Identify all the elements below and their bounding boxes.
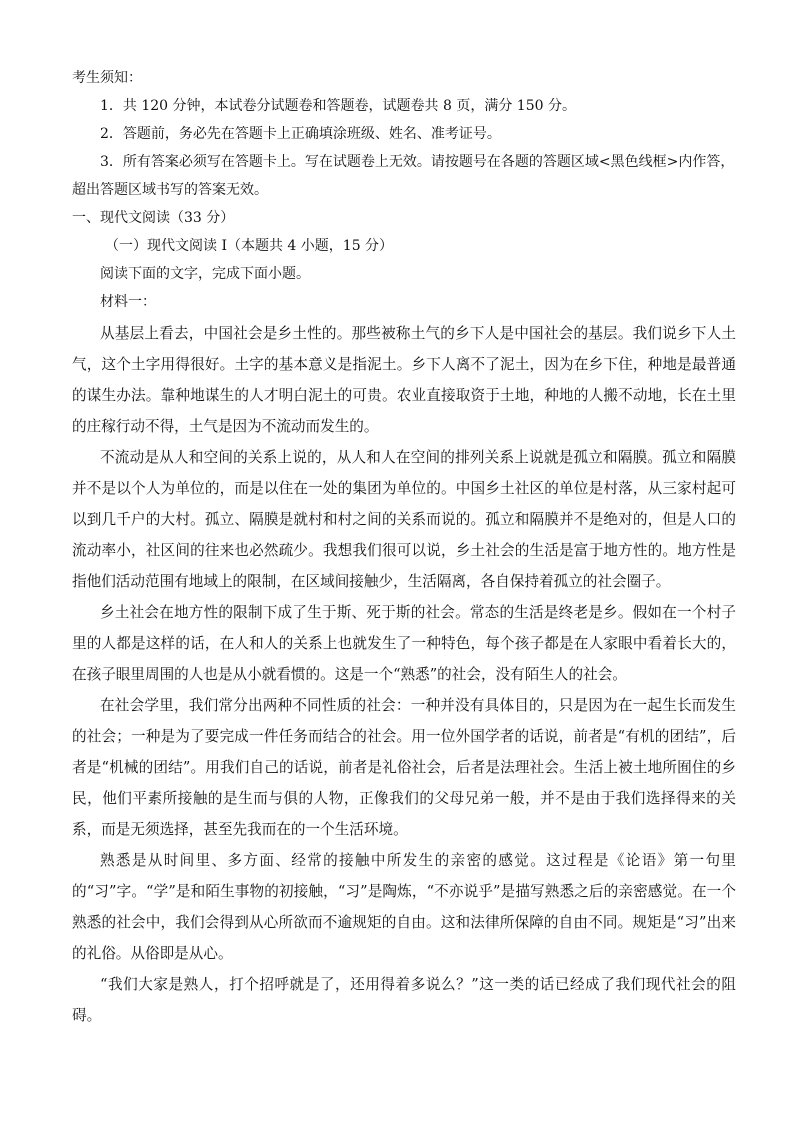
notice-item-2: 2．答题前，务必先在答题卡上正确填涂班级、姓名、准考证号。	[100, 126, 501, 142]
paragraph-6: “我们大家是熟人，打个招呼就是了，还用得着多说么？”这一类的话已经成了我们现代社会的阻碍。	[72, 976, 736, 1024]
paragraph-5: 熟悉是从时间里、多方面、经常的接触中所发生的亲密的感觉。这过程是《论语》第一句里的“习”字。“学”是和陌生事物的初接触，“习”是陶炼，“不亦说乎”是描写熟悉之后的亲密感觉。在一个熟悉的社会中，我们会得到从心所欲而不逾规矩的自由。这和法律所保障的自由不同。规矩是“习”出来的礼俗。从俗即是从心。	[72, 852, 736, 962]
reading-instruction: 阅读下面的文字，完成下面小题。	[100, 266, 310, 282]
notice-item-3: 3．所有答案必须写在答题卡上。写在试题卷上无效。请按题号在各题的答题区域<黑色线框>内作答，	[100, 154, 735, 170]
notice-item-1: 1．共 120 分钟，本试卷分试题卷和答题卷，试题卷共 8 页，满分 150 分。	[100, 98, 576, 114]
section-title: 一、现代文阅读（33 分）	[72, 210, 235, 226]
notice-title: 考生须知：	[72, 70, 142, 86]
exam-page	[72, 64, 736, 1031]
subsection-title: （一）现代文阅读 I（本题共 4 小题，15 分）	[105, 238, 394, 254]
notice-item-3-continued: 超出答题区域书写的答案无效。	[72, 182, 268, 198]
material-label: 材料一：	[100, 294, 156, 310]
paragraph-4: 在社会学里，我们常分出两种不同性质的社会：一种并没有具体目的，只是因为在一起生长而发生的社会；一种是为了要完成一件任务而结合的社会。用一位外国学者的话说，前者是“有机的团结”，后者是“机械的团结”。用我们自己的话说，前者是礼俗社会，后者是法理社会。生活上被土地所囿住的乡民，他们平素所接触的是生而与俱的人物，正像我们的父母兄弟一般，并不是由于我们选择得来的关系，而是无须选择，甚至先我而在的一个生活环境。	[72, 697, 736, 838]
paragraph-1: 从基层上看去，中国社会是乡土性的。那些被称土气的乡下人是中国社会的基层。我们说乡下人土气，这个土字用得很好。土字的基本意义是指泥土。乡下人离不了泥土，因为在乡下住，种地是最普通的谋生办法。靠种地谋生的人才明白泥土的可贵。农业直接取资于土地，种地的人搬不动地，长在土里的庄稼行动不得，土气是因为不流动而发生的。	[72, 325, 736, 435]
paragraph-3: 乡土社会在地方性的限制下成了生于斯、死于斯的社会。常态的生活是终老是乡。假如在一个村子里的人都是这样的话，在人和人的关系上也就发生了一种特色，每个孩子都是在人家眼中看着长大的，在孩子眼里周围的人也是从小就看惯的。这是一个“熟悉”的社会，没有陌生人的社会。	[72, 604, 736, 683]
paragraph-2: 不流动是从人和空间的关系上说的，从人和人在空间的排列关系上说就是孤立和隔膜。孤立和隔膜并不是以个人为单位的，而是以住在一处的集团为单位的。中国乡土社区的单位是村落，从三家村起可以到几千户的大村。孤立、隔膜是就村和村之间的关系而说的。孤立和隔膜并不是绝对的，但是人口的流动率小，社区间的往来也必然疏少。我想我们很可以说，乡土社会的生活是富于地方性的。地方性是指他们活动范围有地域上的限制，在区域间接触少，生活隔离，各自保持着孤立的社会圈子。	[72, 449, 736, 590]
